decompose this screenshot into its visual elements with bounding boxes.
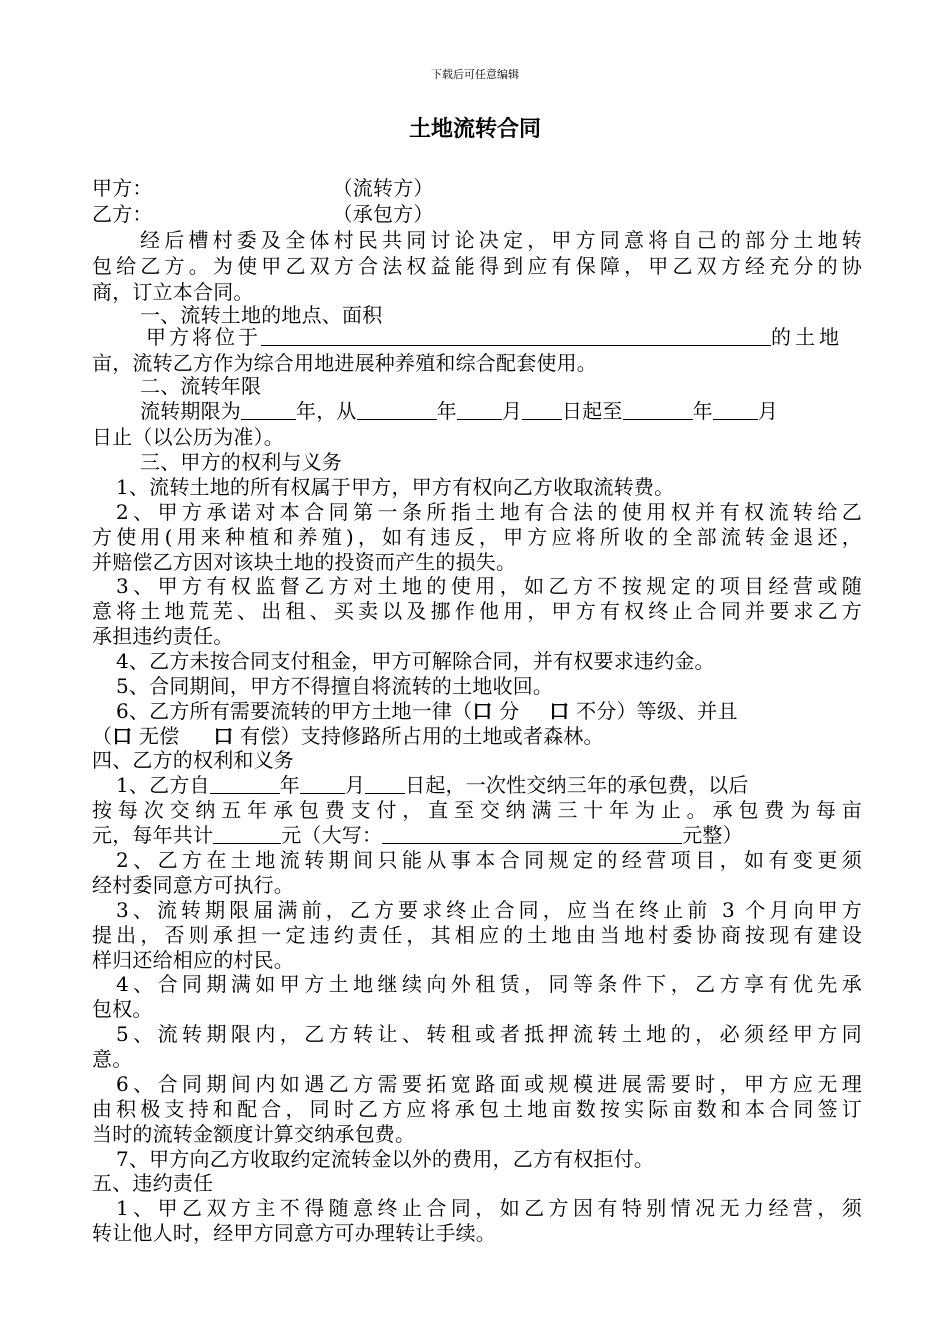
location-blank[interactable] (261, 325, 771, 346)
clause-4-3-line-3: 样归还给相应的村民。 (92, 948, 294, 972)
section-1-text-b: 的土地 (771, 325, 843, 349)
checkbox-paid[interactable]: 口 (213, 724, 234, 748)
pay-month-blank[interactable] (300, 773, 345, 794)
clause-4-1-line-2: 按每次交纳五年承包费支付，直至交纳满三十年为止。承包费为每亩 (92, 798, 862, 822)
intro-line-1: 经后槽村委及全体村民共同讨论决定，甲方同意将自己的部分土地转 (140, 228, 862, 252)
free-option: 无偿 (138, 724, 180, 748)
section-1-line (146, 324, 862, 350)
party-b-label: 乙方： (92, 202, 153, 226)
section-4-title: 四、乙方的权利和义务 (92, 748, 294, 772)
clause-3-2-line-2: 方使用(用来种植和养殖)，如有违反，甲方应将所收的全部流转金退还， (92, 525, 862, 549)
clause-3-4: 4、乙方未按合同支付租金，甲方可解除合同，并有权要求违约金。 (116, 649, 715, 673)
clause-4-4-line-2: 包权。 (92, 997, 153, 1021)
clause-3-6-line-2 (92, 723, 862, 749)
clause-4-2-line-1: 2、乙方在土地流转期间只能从事本合同规定的经营项目，如有变更须 (116, 848, 862, 872)
clause-3-1: 1、流转土地的所有权属于甲方，甲方有权向乙方收取流转费。 (116, 475, 675, 499)
clause-4-3-line-2: 提出，否则承担一定违约责任，其相应的土地由当地村委协商按现有建设 (92, 923, 862, 947)
party-a-role: （流转方） (332, 176, 434, 200)
clause-5-1-line-1: 1、甲乙双方主不得随意终止合同，如乙方因有特别情况无力经营，须 (116, 1196, 862, 1220)
annual-total-text: 元，每年共计 (92, 823, 214, 847)
yuan-text: 元整） (682, 823, 743, 847)
party-a-label: 甲方： (92, 176, 153, 200)
end-month-blank[interactable] (713, 399, 758, 420)
term-years-blank[interactable] (241, 399, 296, 420)
clause-4-4-line-1: 4、合同期满如甲方土地继续向外租赁，同等条件下，乙方享有优先承 (116, 972, 862, 996)
clause-4-1-line-3 (92, 822, 862, 848)
section-1-title: 一、流转土地的地点、面积 (140, 303, 383, 327)
checkbox-no-grade[interactable]: 口 (549, 699, 570, 723)
pay-month-text: 月 (344, 773, 366, 797)
pay-day-blank[interactable] (365, 773, 405, 794)
no-grade-option: 不分）等级、并且 (576, 699, 738, 723)
pay-day-text: 日起，一次性交纳三年的承包费，以后 (405, 773, 749, 797)
clause-4-6-line-3: 当时的流转金额度计算交纳承包费。 (92, 1122, 416, 1146)
year-text-2: 年 (692, 399, 713, 423)
party-b-role: （承包方） (332, 202, 434, 226)
year-text: 年 (436, 399, 457, 423)
clause-4-6-line-1: 6、合同期间内如遇乙方需要拓宽路面或规模进展需要时，甲方应无理 (116, 1072, 862, 1096)
clause-3-2-line-1: 2、甲方承诺对本合同第一条所指土地有合法的使用权并有权流转给乙 (116, 500, 862, 524)
clause-4-5-line-2: 意。 (92, 1047, 133, 1071)
clause-4-1-text: 1、乙方自 (116, 773, 210, 797)
clause-3-6-line-1 (116, 698, 862, 724)
checkbox-grade[interactable]: 口 (472, 699, 493, 723)
clause-4-2-line-2: 经村委同意方可执行。 (92, 873, 294, 897)
month-text-2: 月 (757, 399, 779, 423)
checkbox-free[interactable]: 口 (112, 724, 133, 748)
clause-3-3-line-1: 3、甲方有权监督乙方对土地的使用，如乙方不按规定的项目经营或随 (116, 574, 862, 598)
grade-option: 分 (499, 699, 520, 723)
clause-4-5-line-1: 5、流转期限内，乙方转让、转租或者抵押流转土地的，必须经甲方同 (116, 1022, 862, 1046)
capital-text: 元（大写： (281, 823, 383, 847)
clause-3-6-text-a: 6、乙方所有需要流转的甲方土地一律（ (116, 699, 473, 723)
intro-line-2: 包给乙方。为使甲乙双方合法权益能得到应有保障，甲乙双方经充分的协 (92, 254, 862, 278)
page-header: 下载后可任意编辑 (431, 68, 519, 81)
term-from-text: 年，从 (296, 399, 357, 423)
until-text: 日起至 (562, 399, 623, 423)
section-3-title: 三、甲方的权利与义务 (140, 450, 342, 474)
start-month-blank[interactable] (457, 399, 502, 420)
term-text: 流转期限为 (140, 399, 241, 423)
clause-3-5: 5、合同期间，甲方不得擅自将流转的土地收回。 (116, 674, 554, 698)
document-title: 土地流转合同 (408, 117, 541, 142)
section-5-title: 五、违约责任 (92, 1171, 214, 1195)
capital-amount-blank[interactable] (382, 823, 682, 844)
paren-open: （ (92, 724, 113, 748)
clause-4-7: 7、甲方向乙方收取约定流转金以外的费用，乙方有权拒付。 (116, 1147, 655, 1171)
clause-4-3-line-1: 3、流转期限届满前，乙方要求终止合同，应当在终止前 3 个月向甲方 (116, 898, 862, 922)
section-2-line (140, 398, 862, 424)
clause-3-3-line-2: 意将土地荒芜、出租、买卖以及挪作他用，甲方有权终止合同并要求乙方 (92, 599, 862, 623)
end-year-blank[interactable] (623, 399, 693, 420)
intro-line-3: 商，订立本合同。 (92, 280, 254, 304)
paid-option: 有偿）支持修路所占用的土地或者森林。 (240, 724, 604, 748)
section-1-text-a: 甲方将位于 (146, 325, 261, 349)
party-a-line (92, 175, 862, 201)
clause-5-1-line-2: 转让他人时，经甲方同意方可办理转让手续。 (92, 1221, 496, 1245)
party-b-line (92, 201, 862, 227)
clause-3-3-line-3: 承担违约责任。 (92, 624, 234, 648)
section-2-line-2: 日止（以公历为准）。 (92, 425, 284, 449)
clause-4-6-line-2: 由积极支持和配合，同时乙方应将承包土地亩数按实际亩数和本合同签订 (92, 1097, 862, 1121)
pay-year-blank[interactable] (210, 773, 280, 794)
pay-year-text: 年 (279, 773, 300, 797)
start-year-blank[interactable] (357, 399, 437, 420)
section-1-line-2: 亩，流转乙方作为综合用地进展种养殖和综合配套使用。 (92, 351, 597, 375)
section-2-title: 二、流转年限 (140, 374, 262, 398)
month-text: 月 (501, 399, 523, 423)
clause-3-2-line-3: 并赔偿乙方因对该块土地的投资而产生的损失。 (92, 550, 517, 574)
clause-4-1-line-1 (116, 772, 862, 798)
annual-amount-blank[interactable] (213, 823, 281, 844)
start-day-blank[interactable] (522, 399, 562, 420)
